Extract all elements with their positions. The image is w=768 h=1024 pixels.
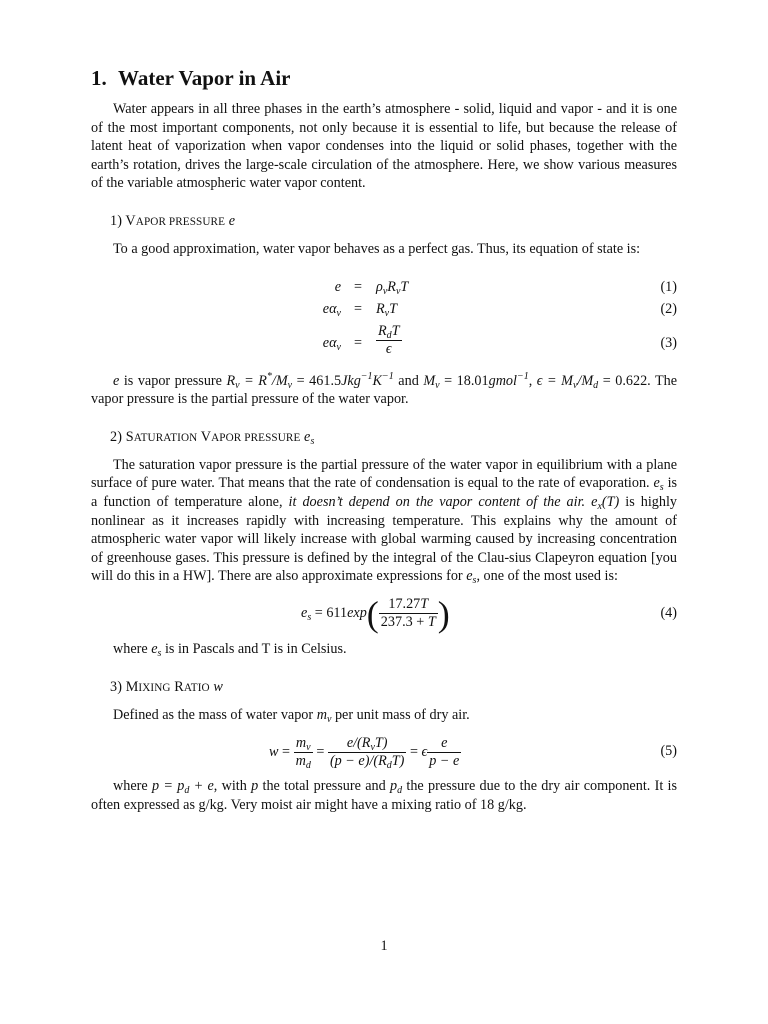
title-symbol: e <box>228 212 236 229</box>
title-small: APOR PRESSURE <box>135 215 226 228</box>
document-page <box>91 66 677 814</box>
equation-2 <box>91 301 677 323</box>
eq1-lhs: e <box>334 278 341 295</box>
eq1-eq: = <box>353 278 362 295</box>
notes-text-d: the pressure due to the dry air component. It is often expressed as g/kg. Very moist air might have a mixing ratio of 18 g/kg. <box>91 778 678 813</box>
title-cap: M <box>125 678 139 695</box>
saturation-paragraph: The saturation vapor pressure is the partial pressure of the water vapor in equilibrium with a plane surface of pure water. That means that the rate of condensation is equal to the rate of evaporation. $e_s$ is a function of temperature alone, it doesn’t depend on the vapor content of the air. $e_x(T)$ is highly nonlinear as it increases rapidly with increasing temperature. This explains why the amount of atmospheric water vapor will likely increase with global warming caused by increasing concentration of greenhouse gases. This pressure is defined by the integral of the Clau-sius Clapeyron equation [you will do this in a HW]. There are also approximate expressions for $e_s$, one of the most used is: <box>91 456 678 587</box>
eq5-body: w = $\frac{m_v}{m_d}$ = $\frac{e/(R_vT)}{(p - e)/(R_dT)}$ = ϵ $\frac{e}{p - e}$ <box>269 734 460 771</box>
equation-block-1-3 <box>91 279 677 363</box>
eq3-lhs: $e\alpha_v$ <box>322 334 341 353</box>
sat-text-4: , one of the most used is: <box>476 568 618 585</box>
section-title: Water Vapor in Air <box>118 66 291 90</box>
notes-text-c: the total pressure and <box>262 778 386 795</box>
eq4-coef: 611 <box>326 605 348 622</box>
section-heading <box>91 66 677 91</box>
subsection-label: 2) <box>110 428 123 445</box>
title-symbol: w <box>213 678 223 695</box>
subsection-saturation-vapor-pressure <box>110 429 677 446</box>
sat-text-italic: it doesn’t depend on the vapor content of the air. <box>288 493 586 510</box>
equation-4 <box>91 592 677 636</box>
eq3-rhs: $\frac{R_dT}{\epsilon}$ <box>378 322 400 357</box>
title-cap: V <box>125 212 136 229</box>
title-small: IXING <box>138 681 171 694</box>
equation-5 <box>91 730 677 774</box>
subsection-mixing-ratio <box>110 679 677 696</box>
units-text-a: where <box>113 640 148 657</box>
defs-and: and <box>398 372 419 389</box>
eq4-den-const: 237.3 <box>380 614 413 631</box>
eq3-number: (3) <box>660 334 677 351</box>
eq2-rhs: $R_vT$ <box>376 300 398 319</box>
defs-tail: . The vapor pressure is the partial pressure of the water vapor. <box>91 372 678 408</box>
vapor-pressure-definitions: e is vapor pressure $R_v = R^*/M_v = 461.5Jkg^{-1}K^{-1}$ and $M_v$ = 18.01gmol$^{-1}$, $\epsilon = M_v/M_d = 0.622$. The vapor pressure is the partial pressure of the water vapor. <box>91 370 678 408</box>
equation-3 <box>91 323 677 363</box>
sat-text-3: is highly nonlinear as it increases rapidly with increasing temperature. This explains why the amount of atmospheric water vapor will likely increase with global warming caused by increasing concentration of greenhouse gases. This pressure is defined by the integral of the Clau-sius Clapeyron equation [you will do this in a HW]. There are also approximate expressions for <box>91 493 678 585</box>
rv-value: 461.5 <box>309 372 342 389</box>
saturation-units: where $e_s$ is in Pascals and T is in Celsius. <box>113 640 347 659</box>
mix-text-b: per unit mass of dry air. <box>334 706 470 723</box>
defs-text-a: is vapor pressure <box>123 372 222 389</box>
mixing-ratio-definition: Defined as the mass of water vapor $m_v$ per unit mass of dry air. <box>113 706 470 725</box>
notes-text-b: , with <box>213 778 247 795</box>
eq4-num-const: 17.27 <box>388 596 421 613</box>
intro-paragraph: Water appears in all three phases in the earth’s atmosphere - solid, liquid and vapor - and it is one of the most important components, not only because it is essential to life, but because the release of latent heat of vaporization when vapor condenses into the liquid or solid phases, together with the earth’s rotation, drives the large-scale circulation of the atmosphere. Here, we show various measures of the variable atmospheric water vapor content. <box>91 101 677 192</box>
mixing-ratio-notes: where $p = p_d + e$, with p the total pressure and $p_d$ the pressure due to the dry air component. It is often expressed as g/kg. Very moist air might have a mixing ratio of 18 g/kg. <box>91 778 678 813</box>
vapor-pressure-intro: To a good approximation, water vapor behaves as a perfect gas. Thus, its equation of state is: <box>113 240 641 257</box>
eq1-rhs: $\rho_vR_vT$ <box>376 278 409 297</box>
mv-value: 18.01 <box>456 372 489 389</box>
eq1-number: (1) <box>660 278 677 295</box>
eps-value: 0.622 <box>615 372 648 389</box>
title-small: ATIO <box>183 681 210 694</box>
title-cap: V <box>200 428 212 445</box>
eq5-number: (5) <box>660 743 677 760</box>
eq4-body: $e_s$ = 611 exp ( $\frac{17.27T}{237.3 + T}$ ) <box>301 593 450 634</box>
subsection-vapor-pressure <box>110 213 677 230</box>
eq2-number: (2) <box>660 300 677 317</box>
subsection-label: 3) <box>110 678 123 695</box>
mix-text-a: Defined as the mass of water vapor <box>113 706 314 723</box>
sat-text-1: The saturation vapor pressure is the partial pressure of the water vapor in equilibrium with a plane surface of pure water. That means that the rate of condensation is equal to the rate of evaporation. <box>91 456 677 492</box>
sat-text-2: is a function of temperature alone, <box>91 475 678 510</box>
title-small: APOR PRESSURE <box>211 431 301 444</box>
subsection-label: 1) <box>110 212 123 229</box>
notes-text-a: where <box>113 778 148 795</box>
page-number: 1 <box>380 938 388 954</box>
eq3-eq: = <box>353 334 362 351</box>
eq4-number: (4) <box>660 604 677 621</box>
eq2-eq: = <box>353 300 362 317</box>
section-number: 1. <box>91 66 107 90</box>
title-symbol: $e_s$ <box>304 428 315 447</box>
equation-1 <box>91 279 677 301</box>
title-small: ATURATION <box>133 431 198 444</box>
eq2-lhs: $e\alpha_v$ <box>322 300 341 319</box>
title-cap: S <box>125 428 134 445</box>
units-text-b: is in Pascals and T is in Celsius. <box>164 640 347 657</box>
title-cap: R <box>174 678 184 695</box>
